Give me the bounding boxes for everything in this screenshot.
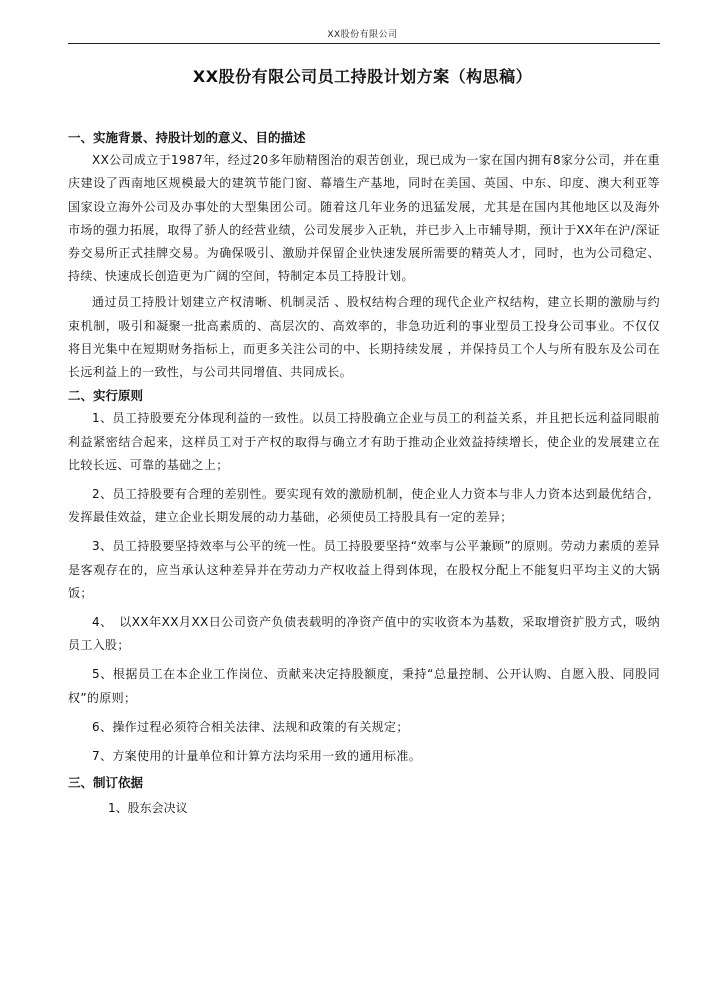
principle-item-4: 4、 以XX年XX月XX日公司资产负债表载明的净资产值中的实收资本为基数，采取增资扩股方式，吸纳员工入股； xyxy=(68,615,660,653)
section-heading-background: 一、实施背景、持股计划的意义、目的描述 xyxy=(68,130,306,145)
paragraph-company-intro: XX公司成立于1987年，经过20多年励精图治的艰苦创业，现已成为一家在国内拥有8家分公司，并在重庆建设了西南地区规模最大的建筑节能门窗、幕墙生产基地，同时在美国、英国、中东、印度、澳大利亚等国家设立海外公司及办事处的大型集团公司。随着这几年业务的迅猛发展，尤其是在国内其他地区以及海外市场的强力拓展，取得了骄人的经营业绩，公司发展步入正轨，并已步入上市辅导期，预计于XX年在沪/深证券交易所正式挂牌交易。为确保吸引、激励并保留企业快速发展所需要的精英人才，同时，也为公司稳定、持续、快速成长创造更为广阔的空间，特制定本员工持股计划。 xyxy=(68,153,660,284)
principle-item-1: 1、员工持股要充分体现利益的一致性。以员工持股确立企业与员工的利益关系，并且把长远利益同眼前利益紧密结合起来，这样员工对于产权的取得与确立才有助于推动企业效益持续增长，使企业的发展建立在比较长远、可靠的基础之上； xyxy=(68,411,660,472)
section-heading-basis: 三、制订依据 xyxy=(68,775,144,791)
principle-item-7: 7、方案使用的计量单位和计算方法均采用一致的通用标准。 xyxy=(92,749,422,764)
running-header: XX股份有限公司 xyxy=(327,30,398,40)
document-body xyxy=(68,126,660,821)
principle-item-2: 2、员工持股要有合理的差别性。要实现有效的激励机制，使企业人力资本与非人力资本达到最优结合，发挥最佳效益，建立企业长期发展的动力基础，必须使员工持股具有一定的差异； xyxy=(68,487,660,525)
document-title: XX股份有限公司员工持股计划方案（构思稿） xyxy=(192,67,533,86)
paragraph-plan-purpose: 通过员工持股计划建立产权清晰、机制灵活 、股权结构合理的现代企业产权结构，建立长期的激励与约束机制，吸引和凝聚一批高素质的、高层次的、高效率的，非急功近利的事业型员工投身公司事业。不仅仅将目光集中在短期财务指标上，而更多关注公司的中、长期持续发展 ，并保持员工个人与所有股东及公司在长远利益上的一致性，与公司共同增值、共同成长。 xyxy=(68,295,660,380)
section-heading-principles: 二、实行原则 xyxy=(68,388,144,404)
principle-item-6: 6、操作过程必须符合相关法律、法规和政策的有关规定； xyxy=(92,719,409,734)
principle-item-3: 3、员工持股要坚持效率与公平的统一性。员工持股要坚持“效率与公平兼顾”的原则。劳动力素质的差异是客观存在的，应当承认这种差异并在劳动力产权收益上得到体现，在股权分配上不能复归平均主义的大锅饭； xyxy=(68,539,660,600)
basis-item-1: 1、股东会决议 xyxy=(108,801,188,816)
header-divider xyxy=(68,43,660,44)
principle-item-5: 5、根据员工在本企业工作岗位、贡献来决定持股额度，秉持“总量控制、公开认购、自愿入股、同股同权”的原则； xyxy=(68,667,660,705)
